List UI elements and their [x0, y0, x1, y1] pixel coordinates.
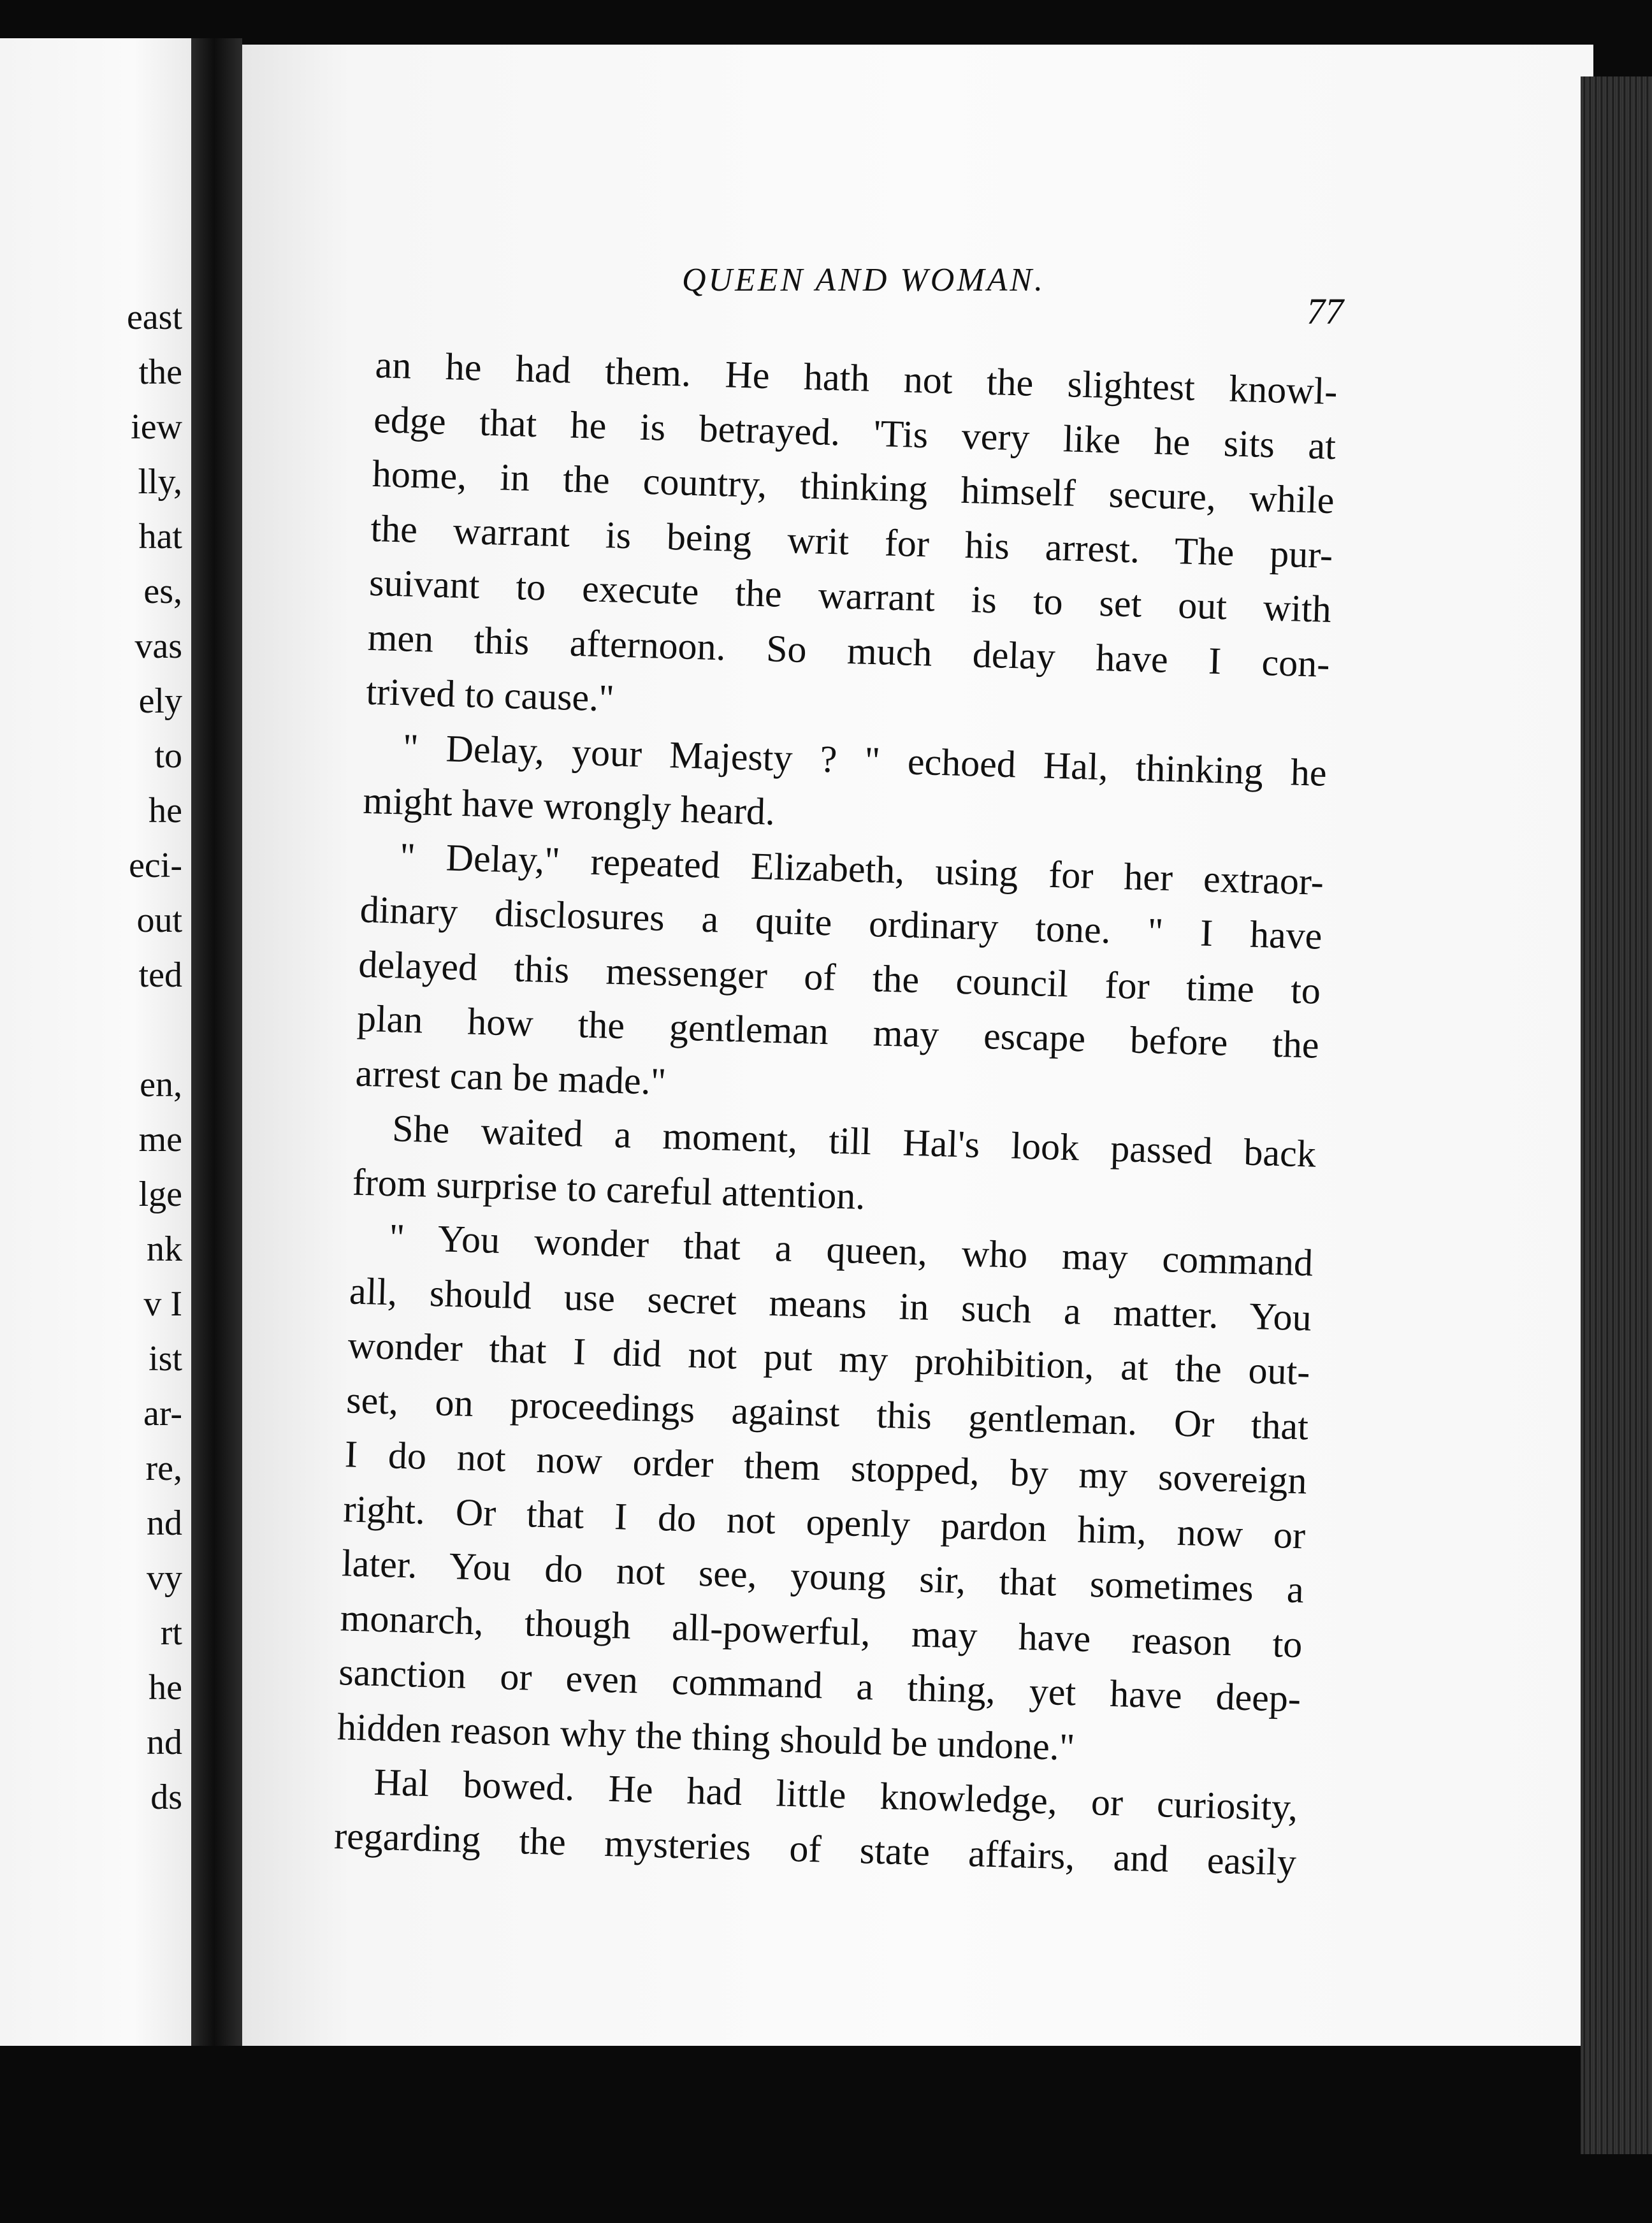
text-line: right. Or that I do not openly pardon him, now or — [342, 1487, 1307, 1556]
text-line: " You wonder that a queen, who may command — [388, 1216, 1314, 1284]
left-page-fragment: nk — [147, 1229, 182, 1269]
left-page-fragment: east — [126, 298, 182, 337]
text-line: suivant to execute the warrant is to set out with — [368, 561, 1332, 630]
left-page-fragment: the — [138, 352, 182, 392]
text-line: home, in the country, thinking himself secure, while — [372, 452, 1335, 522]
left-page-fragment: en, — [140, 1065, 182, 1104]
text-line: She waited a moment, till Hal's look passed back — [391, 1107, 1317, 1175]
left-page-fragment: ist — [149, 1339, 182, 1379]
text-line: trived to cause." — [365, 670, 615, 720]
left-page-fragment: ted — [138, 955, 182, 995]
left-page-fragment: v I — [143, 1284, 182, 1324]
text-line: edge that he is betrayed. 'Tis very like he sits at — [373, 398, 1337, 467]
left-page-fragment: es, — [143, 572, 182, 611]
text-line: from surprise to careful attention. — [352, 1160, 866, 1217]
text-line: delayed this messenger of the council for time to — [358, 943, 1321, 1012]
left-page-fragment: me — [138, 1120, 182, 1159]
text-line: Hal bowed. He had little knowledge, or curiosity, — [373, 1760, 1299, 1829]
left-page-fragment: to — [154, 736, 182, 776]
left-page-fragment: eci- — [129, 846, 182, 885]
text-line: regarding the mysteries of state affairs, and easily — [333, 1814, 1297, 1883]
left-page-fragment: rt — [160, 1613, 182, 1653]
left-page-fragment: he — [149, 1668, 182, 1707]
text-line: " Delay," repeated Elizabeth, using for her extraor- — [399, 834, 1324, 903]
running-head: QUEEN AND WOMAN. — [682, 262, 1046, 298]
body-text — [333, 338, 1338, 1890]
left-page-fragment: hat — [138, 517, 182, 556]
text-line: I do not now order them stopped, by my sovereign — [344, 1433, 1308, 1502]
left-page-fragment: nd — [147, 1723, 182, 1762]
left-page-fragment: nd — [147, 1503, 182, 1543]
left-page-fragment: vas — [134, 626, 182, 666]
text-line: might have wrongly heard. — [362, 779, 776, 833]
left-page-fragment: re, — [145, 1449, 182, 1488]
text-line: sanction or even command a thing, yet have deep- — [338, 1651, 1301, 1720]
text-line: monarch, though all-powerful, may have reason to — [339, 1596, 1303, 1665]
text-line: wonder that I did not put my prohibition, at the out- — [347, 1324, 1311, 1393]
book-gutter — [191, 38, 242, 2046]
text-line: later. You do not see, young sir, that sometimes a — [341, 1542, 1305, 1611]
left-page-fragment: lly, — [138, 462, 182, 502]
page-edges — [1581, 76, 1652, 2154]
text-line: dinary disclosures a quite ordinary tone. " I have — [359, 888, 1323, 957]
page-number: 77 — [1307, 291, 1344, 332]
left-page-fragment: vy — [147, 1558, 182, 1598]
left-page-fragment: ar- — [143, 1394, 182, 1433]
text-line: the warrant is being writ for his arrest. The pur- — [370, 507, 1333, 576]
left-page — [0, 38, 191, 2046]
left-page-fragment: he — [149, 791, 182, 830]
text-line: men this afternoon. So much delay have I con- — [366, 616, 1331, 685]
text-line: hidden reason why the thing should be undone." — [337, 1705, 1076, 1768]
text-line: set, on proceedings against this gentleman. Or that — [345, 1378, 1309, 1447]
text-line: all, should use secret means in such a matter. You — [349, 1269, 1312, 1339]
left-page-fragment: out — [136, 901, 182, 940]
text-line: plan how the gentleman may escape before the — [356, 997, 1320, 1066]
text-line: an he had them. He hath not the slightest knowl- — [374, 343, 1338, 413]
left-page-fragment: ely — [138, 681, 182, 721]
left-page-fragment: ds — [150, 1778, 182, 1817]
text-line: " Delay, your Majesty ? " echoed Hal, thinking he — [402, 725, 1328, 794]
left-page-fragment: iew — [131, 407, 182, 447]
text-line: arrest can be made." — [354, 1052, 667, 1103]
left-page-fragment: lge — [138, 1175, 182, 1214]
